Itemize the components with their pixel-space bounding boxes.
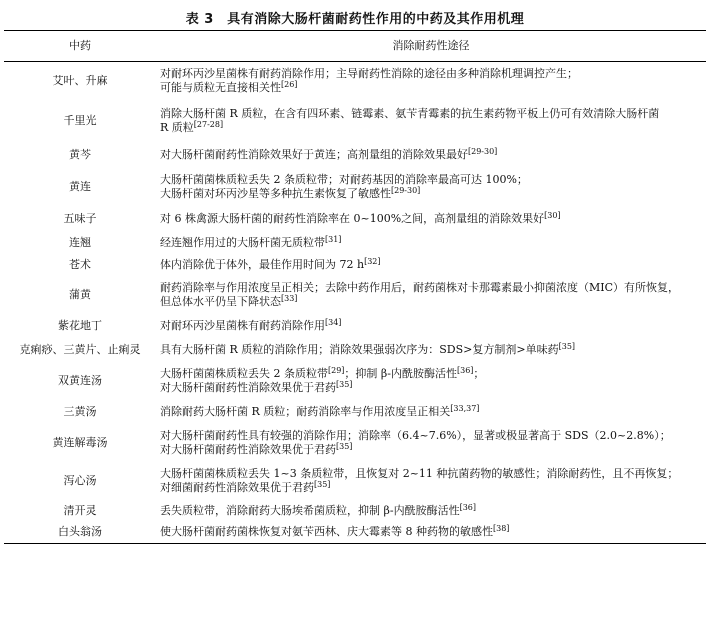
mechanism-line <box>160 319 700 333</box>
header-mechanism: 消除耐药性途径 <box>392 39 470 52</box>
table-row <box>4 500 706 522</box>
mechanism-cell <box>156 424 706 462</box>
mechanism-cell <box>156 500 706 522</box>
mechanism-cell <box>156 362 706 400</box>
mechanism-line <box>160 148 700 162</box>
reference-marker: [34] <box>325 317 342 327</box>
mechanism-line <box>160 429 700 443</box>
mechanism-line <box>160 212 700 226</box>
mechanism-text: 大肠杆菌对环丙沙星等多种抗生素恢复了敏感性 <box>160 186 391 200</box>
reference-marker: [35] <box>558 341 576 351</box>
mechanism-line <box>160 343 700 357</box>
mechanism-text: 具有大肠杆菌 R 质粒的消除作用；消除效果强弱次序为：SDS>复方制剂>单味药 <box>160 342 559 356</box>
mechanism-text: 对大肠杆菌耐药性消除效果优于君药 <box>160 442 336 456</box>
herb-name-cell: 连翘 <box>69 235 91 249</box>
table-row <box>4 338 706 362</box>
mechanism-cell <box>156 142 706 168</box>
table-row <box>4 462 706 500</box>
reference-marker: [26] <box>281 79 298 89</box>
mechanism-text: 可能与质粒无直接相关性 <box>160 80 281 94</box>
mechanism-text: 对细菌耐药性消除效果优于君药 <box>160 480 314 494</box>
mechanism-line <box>160 295 700 309</box>
mechanism-line <box>160 467 700 481</box>
mechanism-line <box>160 258 700 272</box>
mechanism-line <box>160 236 700 250</box>
herb-name-cell: 白头翁汤 <box>58 525 102 539</box>
mechanism-text: 体内消除优于体外，最佳作用时间为 72 h <box>160 257 365 271</box>
herb-name-cell: 艾叶、升麻 <box>52 73 108 87</box>
mechanism-text: 但总体水平仍呈下降状态 <box>160 294 281 308</box>
herb-name-cell: 三黄汤 <box>63 404 97 418</box>
mechanism-line <box>160 81 700 95</box>
reference-marker: [35] <box>336 441 353 451</box>
herb-table-container <box>4 30 706 544</box>
reference-marker: [36] <box>459 502 476 512</box>
mechanism-line <box>160 67 700 81</box>
table-row <box>4 362 706 400</box>
herb-name-cell: 黄连 <box>69 179 91 193</box>
table-row <box>4 424 706 462</box>
herb-name-cell: 千里光 <box>63 113 97 127</box>
mechanism-text: 经连翘作用过的大肠杆菌无质粒带 <box>160 235 325 249</box>
mechanism-text: 消除大肠杆菌 R 质粒，在含有四环素、链霉素、氨苄青霉素的抗生素药物平板上仍可有效清除大肠杆菌 <box>160 106 660 120</box>
table-row <box>4 142 706 168</box>
reference-marker: [33,37] <box>450 403 480 413</box>
table-header-row <box>4 31 706 62</box>
table-row <box>4 254 706 276</box>
herb-name-cell: 紫花地丁 <box>58 318 102 332</box>
header-herb: 中药 <box>69 39 91 52</box>
mechanism-text: 对大肠杆菌耐药性具有较强的消除作用；消除率（6.4~7.6%），显著或极显著高于 SDS（2.0~2.8%）； <box>160 428 671 442</box>
mechanism-text: 消除耐药大肠杆菌 R 质粒；耐药消除率与作用浓度呈正相关 <box>160 404 451 418</box>
mechanism-text: 大肠杆菌菌株质粒丢失 2 条质粒带；对耐药基因的消除率最高可达 100%； <box>160 172 528 186</box>
table-row <box>4 62 706 100</box>
mechanism-cell <box>156 62 706 100</box>
mechanism-text: 丢失质粒带，消除耐药大肠埃希菌质粒，抑制 β-内酰胺酶活性 <box>160 503 460 517</box>
reference-marker: [29] <box>328 365 345 375</box>
mechanism-line <box>160 173 700 187</box>
mechanism-text: 对大肠杆菌耐药性消除效果优于君药 <box>160 380 336 394</box>
table-row <box>4 314 706 338</box>
reference-marker: [33] <box>281 293 298 303</box>
table-row <box>4 100 706 142</box>
mechanism-line <box>160 504 700 518</box>
reference-marker: [27-28] <box>193 119 224 129</box>
mechanism-text: 对耐环丙沙星菌株有耐药消除作用；主导耐药性消除的途径由多种消除机理调控产生； <box>160 66 578 80</box>
table-row <box>4 522 706 544</box>
mechanism-line <box>160 381 700 395</box>
table-row <box>4 276 706 314</box>
herb-name-cell: 黄芩 <box>69 147 91 161</box>
herb-name-cell: 五味子 <box>63 211 97 225</box>
table-body <box>4 62 706 544</box>
table-caption: 表 3 具有消除大肠杆菌耐药性作用的中药及其作用机理 <box>185 12 525 27</box>
mechanism-line <box>160 107 700 121</box>
mechanism-line <box>160 367 700 381</box>
herb-mechanism-table <box>4 30 706 544</box>
mechanism-line <box>160 281 700 295</box>
reference-marker: [29-30] <box>391 185 421 195</box>
herb-name-cell: 克痢痧、三黄片、止痢灵 <box>19 342 141 356</box>
mechanism-text: 对耐环丙沙星菌株有耐药消除作用 <box>160 318 325 332</box>
mechanism-text: 使大肠杆菌耐药菌株恢复对氨苄西林、庆大霉素等 8 种药物的敏感性 <box>160 525 493 539</box>
mechanism-cell <box>156 232 706 254</box>
table-row <box>4 168 706 206</box>
mechanism-line <box>160 121 700 135</box>
reference-marker: [36] <box>457 365 474 375</box>
mechanism-text: R 质粒 <box>160 120 194 134</box>
mechanism-text: ； <box>473 366 485 380</box>
mechanism-cell <box>156 462 706 500</box>
herb-name-cell: 黄连解毒汤 <box>52 435 108 449</box>
mechanism-text: 大肠杆菌菌株质粒丢失 2 条质粒带 <box>160 366 328 380</box>
herb-name-cell: 清开灵 <box>63 503 97 517</box>
reference-marker: [32] <box>364 256 381 266</box>
mechanism-line <box>160 443 700 457</box>
mechanism-cell <box>156 206 706 232</box>
mechanism-cell <box>156 400 706 424</box>
mechanism-cell <box>156 522 706 544</box>
mechanism-line <box>160 481 700 495</box>
mechanism-line <box>160 187 700 201</box>
table-row <box>4 400 706 424</box>
herb-name-cell: 苍术 <box>69 257 91 271</box>
mechanism-text: 对 6 株禽源大肠杆菌的耐药性消除率在 0~100%之间，高剂量组的消除效果好 <box>160 211 545 225</box>
mechanism-text: 大肠杆菌菌株质粒丢失 1~3 条质粒带，且恢复对 2~11 种抗菌药物的敏感性；消除耐药性，且不再恢复； <box>160 466 679 480</box>
reference-marker: [38] <box>493 524 510 534</box>
mechanism-line <box>160 525 700 539</box>
table-row <box>4 232 706 254</box>
mechanism-cell <box>156 254 706 276</box>
table-row <box>4 206 706 232</box>
mechanism-text: ；抑制 β-内酰胺酶活性 <box>344 366 457 380</box>
mechanism-cell <box>156 168 706 206</box>
herb-name-cell: 双黄连汤 <box>58 373 102 387</box>
herb-name-cell: 蒲黄 <box>69 287 91 301</box>
mechanism-text: 对大肠杆菌耐药性消除效果好于黄连；高剂量组的消除效果最好 <box>160 147 468 161</box>
mechanism-text: 耐药消除率与作用浓度呈正相关；去除中药作用后，耐药菌株对卡那霉素最小抑菌浓度（MIC）有所恢复， <box>160 280 680 294</box>
mechanism-cell <box>156 338 706 362</box>
reference-marker: [35] <box>336 379 353 389</box>
mechanism-cell <box>156 314 706 338</box>
mechanism-cell <box>156 100 706 142</box>
reference-marker: [35] <box>314 479 331 489</box>
mechanism-line <box>160 405 700 419</box>
reference-marker: [30] <box>544 210 561 220</box>
mechanism-cell <box>156 276 706 314</box>
herb-name-cell: 泻心汤 <box>63 473 97 487</box>
reference-marker: [29-30] <box>468 146 498 156</box>
reference-marker: [31] <box>325 234 342 244</box>
